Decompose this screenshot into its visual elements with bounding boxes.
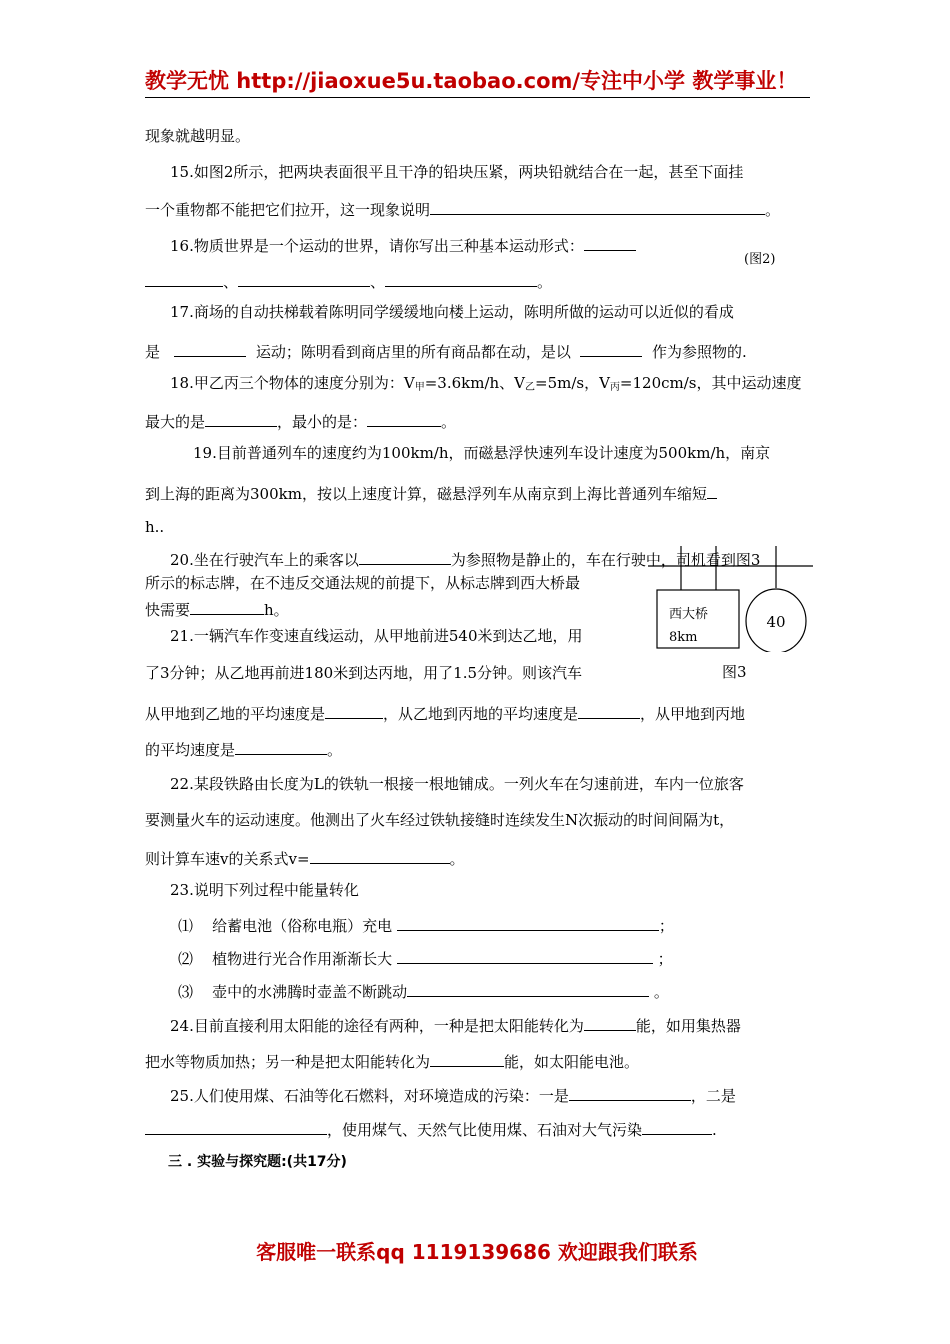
punct: 、: [370, 273, 386, 291]
question-21-line1: 21.一辆汽车作变速直线运动，从甲地前进540米到达乙地，用: [170, 627, 583, 645]
q19-text: 到上海的距离为300km，按以上速度计算，磁悬浮列车从南京到上海比普通列车缩短: [145, 485, 707, 503]
question-20-line2: 所示的标志牌，在不违反交通法规的前提下，从标志牌到西大桥最: [145, 574, 581, 592]
q21-text: ，从乙地到丙地的平均速度是: [383, 705, 579, 723]
q23-text: 植物进行光合作用渐渐长大: [212, 950, 393, 968]
question-22-line2: 要测量火车的运动速度。他测出了火车经过铁轨接缝时连续发生N次振动的时间间隔为t，: [145, 811, 735, 829]
q18-text: =120cm/s，其中运动速度: [619, 374, 802, 392]
item-number: ⑵: [178, 950, 194, 968]
answer-blank-18b[interactable]: [367, 410, 441, 427]
question-17-line1: 17.商场的自动扶梯载着陈明同学缓缓地向楼上运动，陈明所做的运动可以近似的看成: [170, 303, 734, 321]
answer-blank-25b[interactable]: [145, 1118, 327, 1135]
answer-blank-15[interactable]: [430, 198, 765, 215]
answer-blank-19[interactable]: [707, 482, 717, 499]
q24-text: 能，如用集热器: [635, 1017, 741, 1035]
q22-text: 则计算车速v的关系式v=: [145, 850, 310, 868]
continuation-line: 现象就越明显。: [145, 127, 251, 145]
question-21-line3: [145, 702, 745, 724]
answer-blank-17b[interactable]: [580, 340, 642, 357]
speed-limit-value: 40: [766, 613, 786, 631]
question-17-line2: [145, 340, 747, 362]
question-24-line2: [145, 1050, 639, 1072]
answer-blank-20b[interactable]: [190, 598, 264, 615]
q18-text: 最大的是: [145, 413, 206, 431]
question-16-text: 16.物质世界是一个运动的世界，请你写出三种基本运动形式：: [170, 237, 584, 255]
answer-blank-23a[interactable]: [397, 914, 659, 931]
q21-text: ，从甲地到丙地: [640, 705, 746, 723]
question-23-item2: [178, 947, 673, 969]
q23-text: 壶中的水沸腾时壶盖不断跳动: [212, 983, 408, 1001]
question-21-line2: 了3分钟；从乙地再前进180米到达丙地，用了1.5分钟。则该汽车: [145, 664, 583, 682]
answer-blank-25c[interactable]: [642, 1118, 712, 1135]
answer-blank-21c[interactable]: [235, 738, 327, 755]
question-15-text: 一个重物都不能把它们拉开，这一现象说明: [145, 201, 431, 219]
question-25-line1: [170, 1084, 736, 1106]
figure-3-label: 图3: [722, 663, 747, 681]
road-sign-figure: [648, 542, 818, 652]
question-23-item1: [178, 914, 674, 936]
question-18-line2: [145, 410, 456, 432]
q18-text: 18.甲乙丙三个物体的速度分别为：V: [170, 374, 415, 392]
question-16-line2: [145, 270, 552, 292]
answer-blank-16c[interactable]: [238, 270, 370, 287]
punct: ；: [658, 917, 674, 935]
question-17-text: 作为参照物的.: [651, 343, 747, 361]
item-number: ⑴: [178, 917, 194, 935]
answer-blank-22[interactable]: [310, 847, 450, 864]
question-17-text: 运动；陈明看到商店里的所有商品都在动，是以: [255, 343, 571, 361]
answer-blank-16d[interactable]: [385, 270, 537, 287]
question-22-line3: [145, 847, 465, 869]
punct: ；: [657, 950, 673, 968]
section-3-heading: 三 . 实验与探究题:(共17分): [168, 1154, 347, 1170]
q23-text: 给蓄电池（俗称电瓶）充电: [212, 917, 393, 935]
q25-text: ，二是: [690, 1087, 736, 1105]
question-23-item3: [178, 980, 669, 1002]
punct: .: [712, 1121, 717, 1139]
question-15-line1: 15.如图2所示，把两块表面很平且干净的铅块压紧，两块铅就结合在一起，甚至下面挂: [170, 163, 744, 181]
answer-blank-18a[interactable]: [205, 410, 277, 427]
punct: 。: [537, 273, 553, 291]
answer-blank-20a[interactable]: [359, 548, 451, 565]
answer-blank-16b[interactable]: [145, 270, 223, 287]
answer-blank-25a[interactable]: [569, 1084, 691, 1101]
q24-text: 把水等物质加热；另一种是把太阳能转化为: [145, 1053, 431, 1071]
q20-text: 20.坐在行驶汽车上的乘客以: [170, 551, 359, 569]
page-footer: 客服唯一联系qq 1119139686 欢迎跟我们联系: [256, 1240, 698, 1264]
punct: 。: [441, 413, 457, 431]
question-25-line2: [145, 1118, 717, 1140]
answer-blank-23b[interactable]: [397, 947, 653, 964]
page-header: 教学无忧 http://jiaoxue5u.taobao.com/专注中小学 教学事业！: [145, 69, 798, 93]
item-number: ⑶: [178, 983, 194, 1001]
q20-text: 为参照物是静止的，车在行驶中，司机看到图3: [450, 551, 761, 569]
q20-text: 快需要: [145, 601, 191, 619]
answer-blank-16a[interactable]: [584, 234, 636, 251]
punct: 。: [327, 741, 343, 759]
q24-text: 能，如太阳能电池。: [504, 1053, 640, 1071]
q20-text: h。: [264, 601, 289, 619]
subscript: 乙: [525, 382, 535, 393]
sign-distance: 8km: [669, 630, 698, 645]
question-22-line1: 22.某段铁路由长度为L的铁轨一根接一根地铺成。一列火车在匀速前进，车内一位旅客: [170, 775, 744, 793]
figure-2-label: (图2): [744, 252, 776, 267]
question-19-line2: [145, 482, 717, 504]
q25-text: 25.人们使用煤、石油等化石燃料，对环境造成的污染：一是: [170, 1087, 569, 1105]
subscript: 甲: [414, 382, 425, 393]
answer-blank-24b[interactable]: [430, 1050, 504, 1067]
q18-text: =5m/s，V: [535, 374, 610, 392]
sign-place: 西大桥: [669, 607, 709, 622]
question-19-line1: 19.目前普通列车的速度约为100km/h，而磁悬浮快速列车设计速度为500km/h，南京: [193, 444, 771, 462]
q21-text: 从甲地到乙地的平均速度是: [145, 705, 326, 723]
answer-blank-23c[interactable]: [407, 980, 649, 997]
question-23-title: 23.说明下列过程中能量转化: [170, 881, 359, 899]
question-15-line2: [145, 198, 780, 220]
question-16-line1: [170, 234, 636, 256]
q24-text: 24.目前直接利用太阳能的途径有两种，一种是把太阳能转化为: [170, 1017, 584, 1035]
question-24-line1: [170, 1014, 741, 1036]
punct: 。: [449, 850, 465, 868]
q25-text: ，使用煤气、天然气比使用煤、石油对大气污染: [327, 1121, 643, 1139]
question-21-line4: [145, 738, 342, 760]
answer-blank-21a[interactable]: [325, 702, 383, 719]
answer-blank-17a[interactable]: [174, 340, 246, 357]
header-rule: [145, 97, 810, 98]
punct: 。: [653, 983, 669, 1001]
answer-blank-21b[interactable]: [578, 702, 640, 719]
q18-text: =3.6km/h、V: [424, 374, 525, 392]
subscript: 丙: [609, 382, 620, 393]
question-19-line3: h..: [145, 518, 165, 536]
question-18-line1: [170, 373, 802, 398]
q21-text: 的平均速度是: [145, 741, 236, 759]
punct: 。: [765, 201, 781, 219]
answer-blank-24a[interactable]: [584, 1014, 636, 1031]
question-20-line3: [145, 598, 289, 620]
question-17-text: 是: [145, 343, 161, 361]
q18-text: ，最小的是：: [277, 413, 368, 431]
punct: 、: [223, 273, 239, 291]
